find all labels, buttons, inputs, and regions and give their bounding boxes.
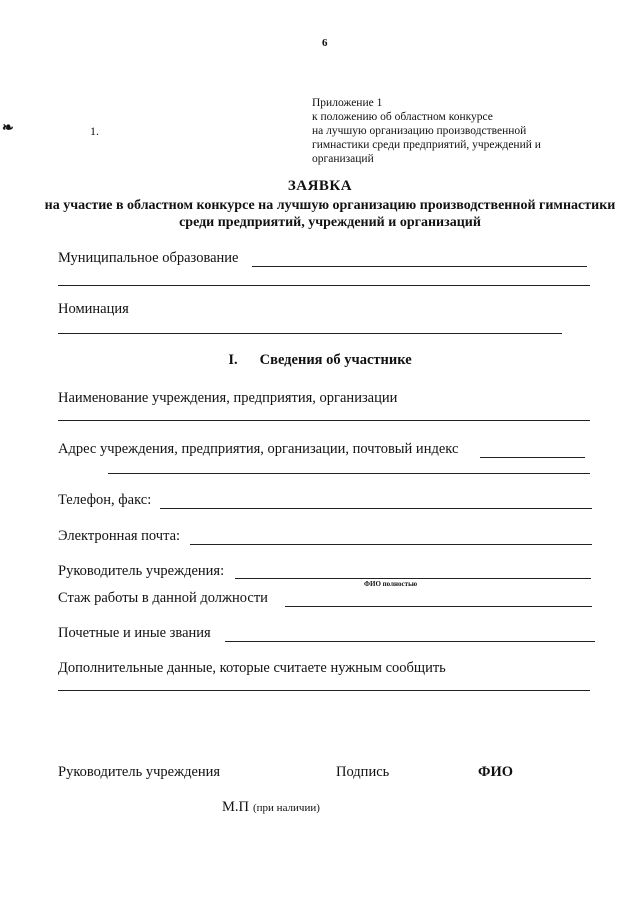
address-label: Адрес учреждения, предприятия, организации, почтовый индекс bbox=[58, 441, 459, 457]
signature-fio-label: ФИО bbox=[478, 764, 514, 780]
head-label: Руководитель учреждения: bbox=[58, 563, 225, 579]
experience-label: Стаж работы в данной должности bbox=[58, 590, 268, 606]
institution-name-label: Наименование учреждения, предприятия, организации bbox=[58, 390, 398, 406]
annex-line: Приложение 1 bbox=[312, 97, 383, 109]
annex-note bbox=[312, 96, 612, 166]
section-heading bbox=[0, 352, 640, 369]
section-title: Сведения об участнике bbox=[259, 352, 412, 368]
additional-field[interactable] bbox=[58, 690, 590, 691]
head-hint: ФИО полностью bbox=[364, 580, 418, 588]
titles-field[interactable] bbox=[225, 641, 595, 642]
nomination-label: Номинация bbox=[58, 301, 129, 317]
signature-head-label: Руководитель учреждения bbox=[58, 764, 221, 780]
margin-mark-middle: 1. bbox=[90, 124, 99, 138]
signature-sign-label: Подпись bbox=[336, 764, 390, 780]
document-subtitle: на участие в областном конкурсе на лучшую организацию производственной гимнастики среди предприятий, учреждений и организаций bbox=[44, 198, 616, 230]
annex-line: к положению об областном конкурсе bbox=[312, 111, 493, 123]
document-title: ЗАЯВКА bbox=[287, 178, 353, 194]
stamp-note: (при наличии) bbox=[253, 802, 320, 814]
municipality-field[interactable] bbox=[252, 266, 587, 267]
email-field[interactable] bbox=[190, 544, 592, 545]
phone-field[interactable] bbox=[160, 508, 592, 509]
email-label: Электронная почта: bbox=[58, 528, 181, 544]
institution-name-field[interactable] bbox=[58, 420, 590, 421]
page-number: 6 bbox=[322, 37, 328, 49]
phone-label: Телефон, факс: bbox=[58, 492, 152, 508]
annex-line: на лучшую организацию производственной bbox=[312, 125, 527, 137]
margin-mark-left: ❧ bbox=[2, 121, 14, 136]
head-field[interactable] bbox=[235, 578, 591, 579]
stamp-line bbox=[222, 798, 320, 816]
municipality-label: Муниципальное образование bbox=[58, 250, 239, 266]
address-field-line2[interactable] bbox=[108, 473, 590, 474]
address-field[interactable] bbox=[480, 457, 585, 458]
stamp-label: М.П bbox=[222, 799, 249, 815]
nomination-field[interactable] bbox=[58, 333, 562, 334]
additional-label: Дополнительные данные, которые считаете нужным сообщить bbox=[58, 660, 446, 676]
municipality-field-line2[interactable] bbox=[58, 285, 590, 286]
annex-line: организаций bbox=[312, 153, 374, 165]
titles-label: Почетные и иные звания bbox=[58, 625, 211, 641]
annex-line: гимнастики среди предприятий, учреждений и bbox=[312, 139, 541, 151]
section-number: I. bbox=[228, 352, 238, 368]
experience-field[interactable] bbox=[285, 606, 592, 607]
